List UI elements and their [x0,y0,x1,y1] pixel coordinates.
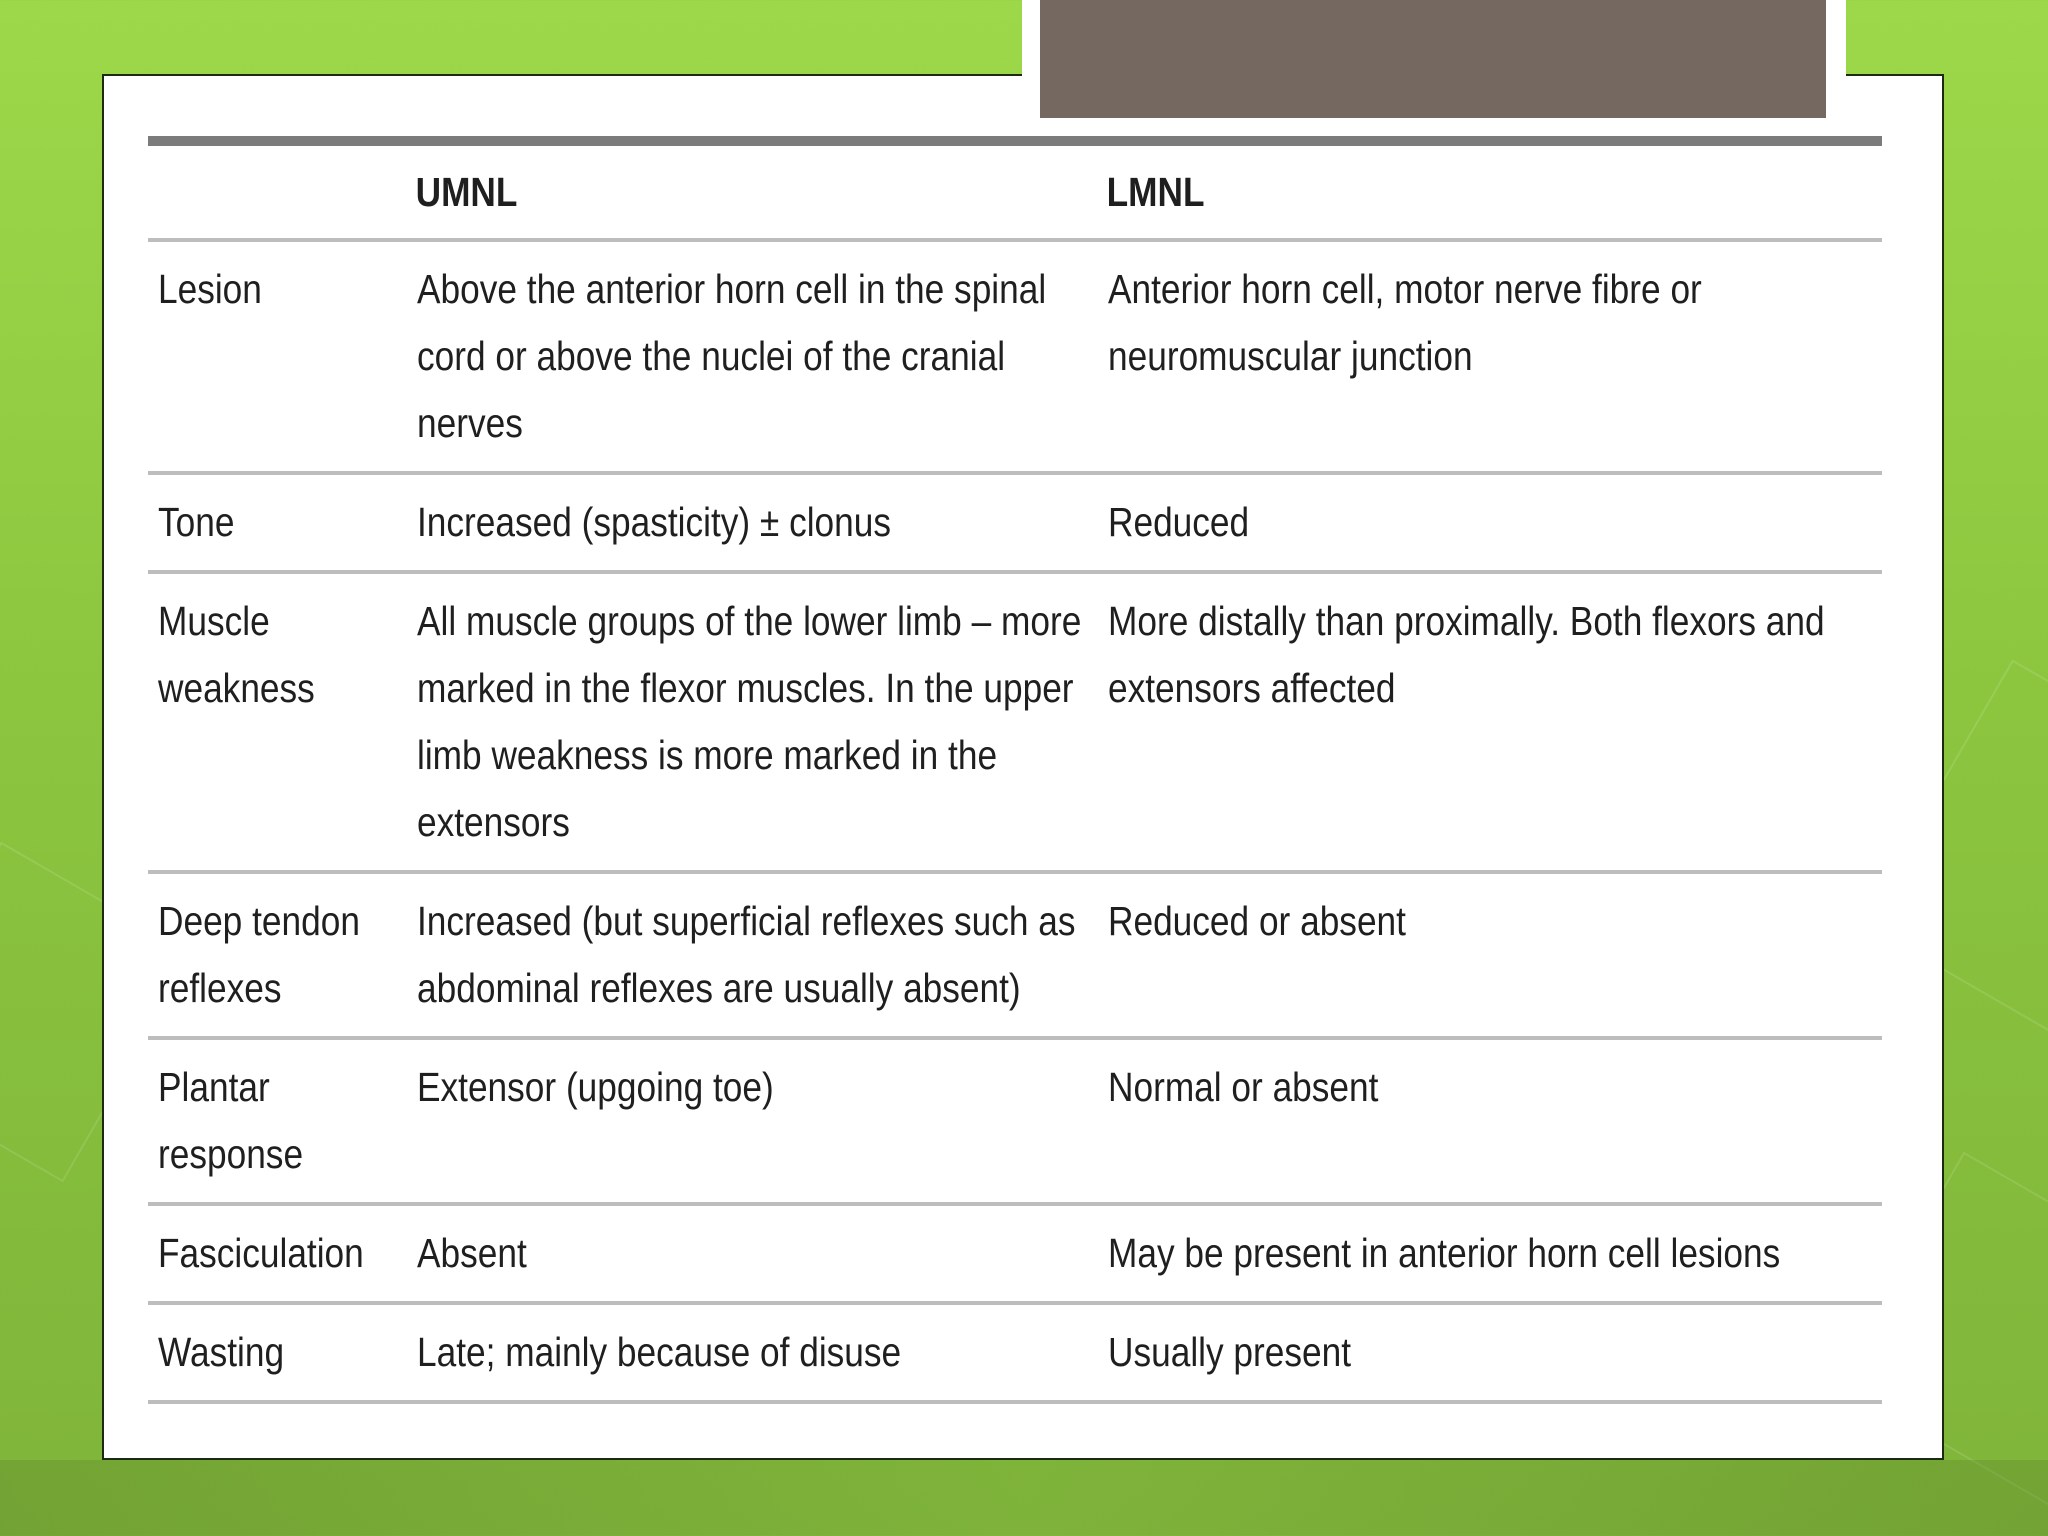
cell-text: Reduced [1108,499,1250,545]
lmnl-cell [1098,1303,1882,1402]
table-row [148,1204,1882,1303]
cell-text: Tone [158,499,235,545]
background-bottom-band [0,1460,2048,1536]
cell-text: Increased (spasticity) ± clonus [417,499,892,545]
table-row [148,473,1882,572]
lmnl-cell [1098,572,1882,872]
umnl-cell [407,1204,1098,1303]
cell-text: Plantar response [158,1064,304,1177]
cell-text: May be present in anterior horn cell lesions [1108,1230,1781,1276]
table-row [148,1303,1882,1402]
cell-text: Increased (but superficial reflexes such as abdominal reflexes are usually absent) [417,898,1076,1011]
table-row [148,872,1882,1038]
table-header-row [148,141,1882,240]
cell-text: Extensor (upgoing toe) [417,1064,775,1110]
cell-text: Normal or absent [1108,1064,1379,1110]
cell-text: Late; mainly because of disuse [417,1329,902,1375]
title-placeholder-overlap [1022,74,1846,118]
umnl-cell [407,872,1098,1038]
table-row [148,1038,1882,1204]
lmnl-cell [1098,1204,1882,1303]
row-label [148,572,407,872]
umnl-cell [407,1303,1098,1402]
lmnl-cell [1098,1038,1882,1204]
cell-text: Usually present [1108,1329,1352,1375]
header-feature [148,141,371,240]
cell-text: Above the anterior horn cell in the spinal cord or above the nuclei of the cranial nerves [417,266,1047,446]
cell-text: Muscle weakness [158,598,315,711]
cell-text: Anterior horn cell, motor nerve fibre or neuromuscular junction [1108,266,1703,379]
table-row [148,572,1882,872]
header-lmnl: LMNL [1106,168,1205,215]
table-row [148,240,1882,473]
row-label [148,240,407,473]
lmnl-cell [1098,240,1882,473]
umnl-cell [407,240,1098,473]
cell-text: Reduced or absent [1108,898,1407,944]
comparison-table-container [148,136,1882,1404]
umnl-cell [407,473,1098,572]
cell-text: Lesion [158,266,262,312]
lmnl-cell [1098,473,1882,572]
row-label [148,872,407,1038]
cell-text: More distally than proximally. Both flexors and extensors affected [1108,598,1825,711]
cell-text: All muscle groups of the lower limb – more marked in the flexor muscles. In the upper limb weakness is more marked in the extensors [417,598,1082,845]
cell-text: Absent [417,1230,528,1276]
umnl-cell [407,1038,1098,1204]
lmnl-cell [1098,872,1882,1038]
cell-text: Fasciculation [158,1230,364,1276]
row-label [148,1204,407,1303]
row-label [148,1303,407,1402]
title-placeholder-fill [1040,74,1826,118]
header-umnl: UMNL [415,168,518,215]
row-label [148,473,407,572]
umnl-cell [407,572,1098,872]
cell-text: Deep tendon reflexes [158,898,360,1011]
cell-text: Wasting [158,1329,285,1375]
row-label [148,1038,407,1204]
umnl-vs-lmnl-table [148,136,1882,1404]
